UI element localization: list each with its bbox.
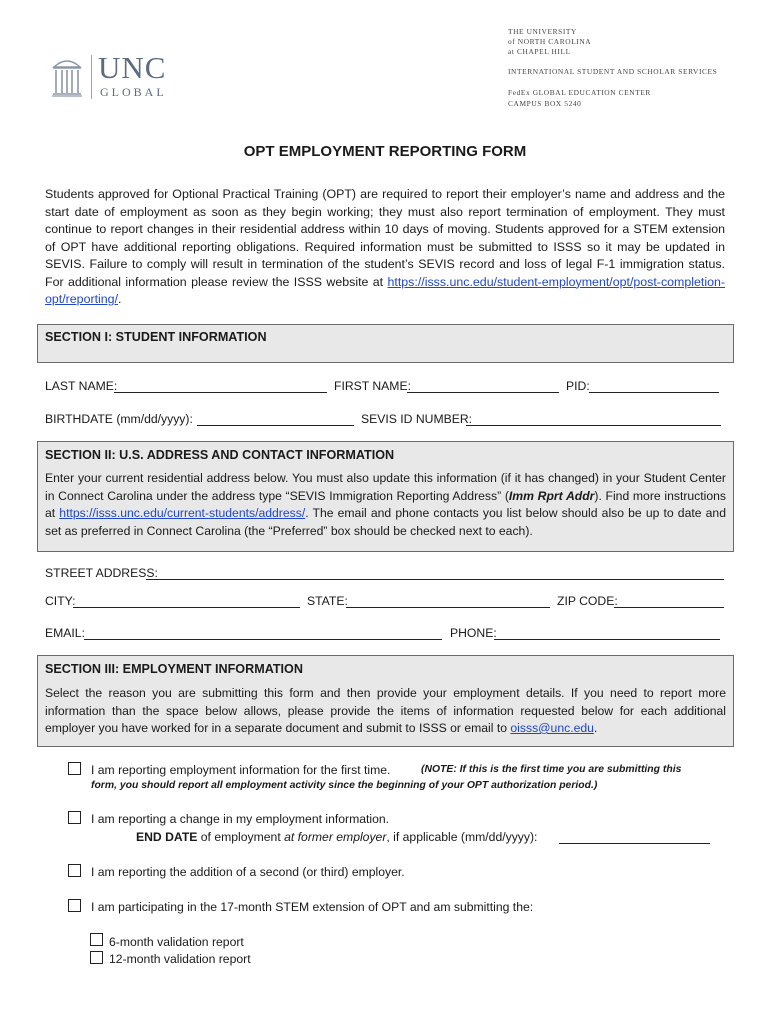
intro-text: Students approved for Optional Practical Training (OPT) are required to report their employer’s name and address and the start date of employment as soon as they begin working; they must also report termination of employment. They must continue to report changes in their residential address within 10 days of moving. Students approved for a STEM extension of OPT have additional reporting obligations. Required information must be submitted to ISSS so it may be updated in SEVIS. Failure to comply will result in termination of the student’s SEVIS record and loss of legal F-1 immigration status. For additional information please review the ISSS website at bbox=[45, 187, 725, 289]
street-address-field[interactable] bbox=[146, 568, 724, 580]
end-date-field[interactable] bbox=[559, 832, 710, 844]
section-3-title: SECTION III: EMPLOYMENT INFORMATION bbox=[45, 662, 303, 676]
state-label: STATE: bbox=[307, 594, 348, 608]
end-date-bold: END DATE bbox=[136, 830, 198, 844]
first-time-checkbox[interactable] bbox=[68, 762, 81, 775]
email-label: EMAIL: bbox=[45, 626, 85, 640]
end-date-tail: , if applicable (mm/dd/yyyy): bbox=[386, 830, 538, 844]
twelve-month-label: 12-month validation report bbox=[109, 952, 251, 966]
section-2-instructions bbox=[45, 470, 726, 540]
intro-paragraph bbox=[45, 186, 725, 309]
section-2-text-bold: Imm Rprt Addr bbox=[508, 488, 595, 503]
address-line-1: THE UNIVERSITY bbox=[508, 27, 577, 36]
section-3-box bbox=[37, 655, 734, 747]
section-3-instructions bbox=[45, 685, 726, 738]
section-1-title: SECTION I: STUDENT INFORMATION bbox=[45, 330, 267, 344]
pid-field[interactable] bbox=[589, 381, 719, 393]
last-name-field[interactable] bbox=[114, 381, 327, 393]
old-well-logo-icon bbox=[52, 55, 82, 97]
section-2-text-1: Enter your current residential address below. You must also update this information (if it has changed) in your Student Center in Connect Carolina under the address type “SEVIS Immigration Reporting Address” ( bbox=[45, 471, 726, 503]
twelve-month-checkbox[interactable] bbox=[90, 951, 103, 964]
first-time-note-1: (NOTE: If this is the first time you are submitting this bbox=[421, 764, 682, 775]
first-time-label: I am reporting employment information for the first time. bbox=[91, 763, 391, 777]
intro-reporting-link[interactable]: https://isss.unc.edu/student-employment/opt/post-completion-opt/reporting/ bbox=[45, 274, 725, 306]
oisss-email-link[interactable]: oisss@unc.edu bbox=[510, 721, 594, 735]
logo-divider bbox=[91, 55, 92, 99]
address-line-3: at CHAPEL HILL bbox=[508, 47, 571, 56]
six-month-label: 6-month validation report bbox=[109, 935, 244, 949]
section-2-box bbox=[37, 441, 734, 552]
end-date-label bbox=[136, 831, 537, 843]
logo-unc-text: UNC bbox=[98, 50, 167, 85]
phone-field[interactable] bbox=[494, 628, 720, 640]
first-time-note-2: form, you should report all employment activity since the beginning of your OPT authorization period.) bbox=[91, 780, 598, 791]
address-instructions-link[interactable]: https://isss.unc.edu/current-students/address/ bbox=[59, 506, 306, 520]
sevis-id-field[interactable] bbox=[466, 414, 721, 426]
zip-code-field[interactable] bbox=[614, 596, 724, 608]
phone-label: PHONE: bbox=[450, 626, 497, 640]
pid-label: PID: bbox=[566, 379, 590, 393]
page-title: OPT EMPLOYMENT REPORTING FORM bbox=[243, 143, 527, 160]
intro-after: . bbox=[118, 292, 122, 306]
change-checkbox[interactable] bbox=[68, 811, 81, 824]
city-label: CITY: bbox=[45, 594, 76, 608]
address-line-6: CAMPUS BOX 5240 bbox=[508, 99, 582, 108]
additional-employer-checkbox[interactable] bbox=[68, 864, 81, 877]
section-3-text-2: . bbox=[593, 721, 598, 735]
street-address-label: STREET ADDRESS: bbox=[45, 566, 158, 580]
city-field[interactable] bbox=[73, 596, 300, 608]
first-name-label: FIRST NAME: bbox=[334, 379, 411, 393]
additional-employer-label: I am reporting the addition of a second (or third) employer. bbox=[91, 865, 405, 879]
end-date-mid: of employment bbox=[197, 830, 285, 844]
email-field[interactable] bbox=[84, 628, 442, 640]
section-2-title: SECTION II: U.S. ADDRESS AND CONTACT INFORMATION bbox=[45, 448, 395, 462]
change-label: I am reporting a change in my employment information. bbox=[91, 812, 390, 826]
sevis-id-label: SEVIS ID NUMBER: bbox=[361, 412, 473, 426]
end-date-italic: at former employer bbox=[284, 830, 387, 844]
last-name-label: LAST NAME: bbox=[45, 379, 118, 393]
section-2-text-2: ). Find more instructions at bbox=[45, 488, 726, 520]
section-2-text-3: . The email and phone contacts you list below should also be up to date and set as preferred in Connect Carolina (the “Preferred” box should be checked next to each). bbox=[45, 506, 726, 538]
stem-extension-checkbox[interactable] bbox=[68, 899, 81, 912]
six-month-checkbox[interactable] bbox=[90, 933, 103, 946]
birthdate-field[interactable] bbox=[197, 414, 354, 426]
address-line-4: INTERNATIONAL STUDENT AND SCHOLAR SERVICES bbox=[508, 67, 718, 76]
section-3-text-1: Select the reason you are submitting this form and then provide your employment details. If you need to report more information than the space below allows, please provide the items of information requested below for each additional employer you have worked for in a separate document and submit to ISSS or email to bbox=[45, 686, 726, 735]
logo-global-text: GLOBAL bbox=[100, 85, 167, 99]
stem-extension-label: I am participating in the 17-month STEM extension of OPT and am submitting the: bbox=[91, 900, 534, 914]
first-name-field[interactable] bbox=[407, 381, 559, 393]
section-1-header bbox=[37, 324, 734, 363]
birthdate-label: BIRTHDATE (mm/dd/yyyy): bbox=[45, 412, 193, 426]
address-line-2: of NORTH CAROLINA bbox=[508, 37, 592, 46]
address-line-5: FedEx GLOBAL EDUCATION CENTER bbox=[508, 88, 651, 97]
zip-code-label: ZIP CODE: bbox=[557, 594, 618, 608]
state-field[interactable] bbox=[346, 596, 550, 608]
